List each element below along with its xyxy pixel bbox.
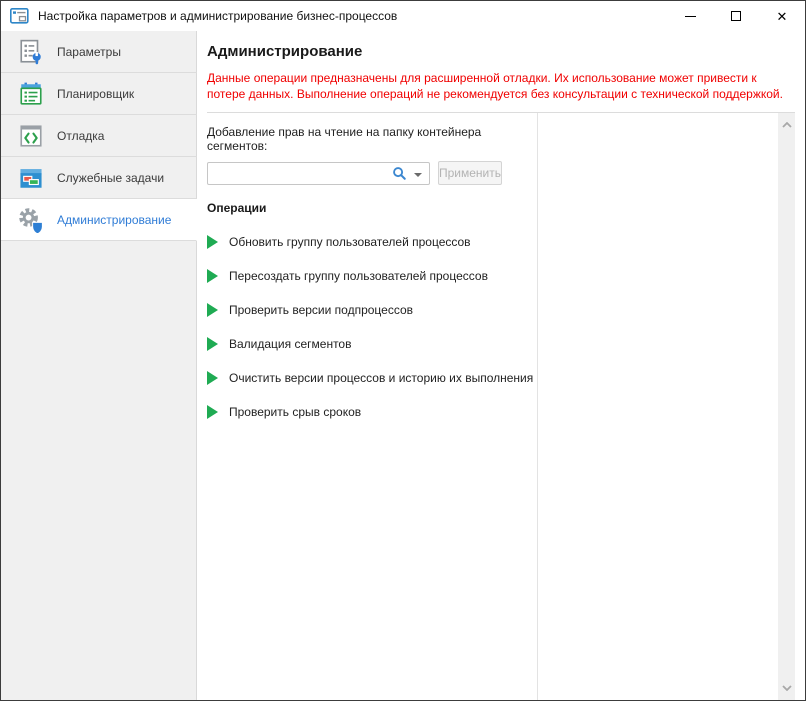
minimize-button[interactable] xyxy=(667,1,713,31)
warning-text: Данные операции предназначены для расширенной отладки. Их использование может привести к потере данных. Выполнение операций не рекомендуется без консультации с технической поддержкой. xyxy=(207,71,783,101)
main-panel xyxy=(197,31,805,700)
sidebar-item-label: Отладка xyxy=(57,128,105,143)
sidebar-item-parameters[interactable] xyxy=(1,31,197,73)
scroll-down-icon[interactable] xyxy=(778,681,795,695)
operation-update-user-group[interactable]: Обновить группу пользователей процессов xyxy=(207,235,537,249)
close-icon: ✕ xyxy=(776,8,788,24)
operations-header: Операции xyxy=(207,201,267,215)
operation-check-deadline-breach[interactable]: Проверить срыв сроков xyxy=(207,405,537,419)
output-scrollbar[interactable] xyxy=(778,113,795,700)
titlebar xyxy=(1,1,805,31)
sidebar-filler xyxy=(1,241,197,700)
run-operation-icon xyxy=(207,337,218,351)
window-title: Настройка параметров и администрирование бизнес-процессов xyxy=(38,9,398,23)
sidebar-item-administration[interactable] xyxy=(1,199,197,241)
sidebar-item-label: Планировщик xyxy=(57,86,135,101)
sidebar-item-label: Параметры xyxy=(57,44,121,59)
parameters-icon xyxy=(18,39,44,65)
dropdown-caret-icon[interactable] xyxy=(414,173,422,177)
operation-check-subprocess-versions[interactable]: Проверить версии подпроцессов xyxy=(207,303,537,317)
run-operation-icon xyxy=(207,371,218,385)
operations-column xyxy=(207,113,537,700)
output-panel xyxy=(538,113,778,700)
sidebar-item-scheduler[interactable] xyxy=(1,73,197,115)
sidebar-item-label: Администрирование xyxy=(57,212,172,227)
sidebar-item-service-tasks[interactable] xyxy=(1,157,197,199)
page-title: Администрирование xyxy=(207,43,363,60)
search-icon[interactable] xyxy=(392,166,407,181)
run-operation-icon xyxy=(207,269,218,283)
operation-clear-process-versions[interactable]: Очистить версии процессов и историю их выполнения xyxy=(207,371,537,385)
minimize-icon xyxy=(685,16,696,17)
maximize-button[interactable] xyxy=(713,1,759,31)
settings-window-icon xyxy=(10,8,29,24)
apply-button[interactable]: Применить xyxy=(438,161,502,185)
close-button[interactable] xyxy=(759,1,805,31)
operation-validate-segments[interactable]: Валидация сегментов xyxy=(207,337,537,351)
window-controls xyxy=(667,1,805,31)
run-operation-icon xyxy=(207,235,218,249)
run-operation-icon xyxy=(207,405,218,419)
sidebar-item-label: Служебные задачи xyxy=(57,170,165,185)
service-tasks-icon xyxy=(18,165,44,191)
rights-label: Добавление прав на чтение на папку контейнера сегментов: xyxy=(207,125,482,153)
run-operation-icon xyxy=(207,303,218,317)
sidebar-item-debug[interactable] xyxy=(1,115,197,157)
segment-folder-input-wrap xyxy=(207,162,430,185)
scroll-up-icon[interactable] xyxy=(778,118,795,132)
operation-recreate-user-group[interactable]: Пересоздать группу пользователей процессов xyxy=(207,269,537,283)
administration-icon xyxy=(18,207,44,233)
sidebar xyxy=(1,31,197,700)
scheduler-icon xyxy=(18,81,44,107)
debug-icon xyxy=(18,123,44,149)
maximize-icon xyxy=(731,11,741,21)
